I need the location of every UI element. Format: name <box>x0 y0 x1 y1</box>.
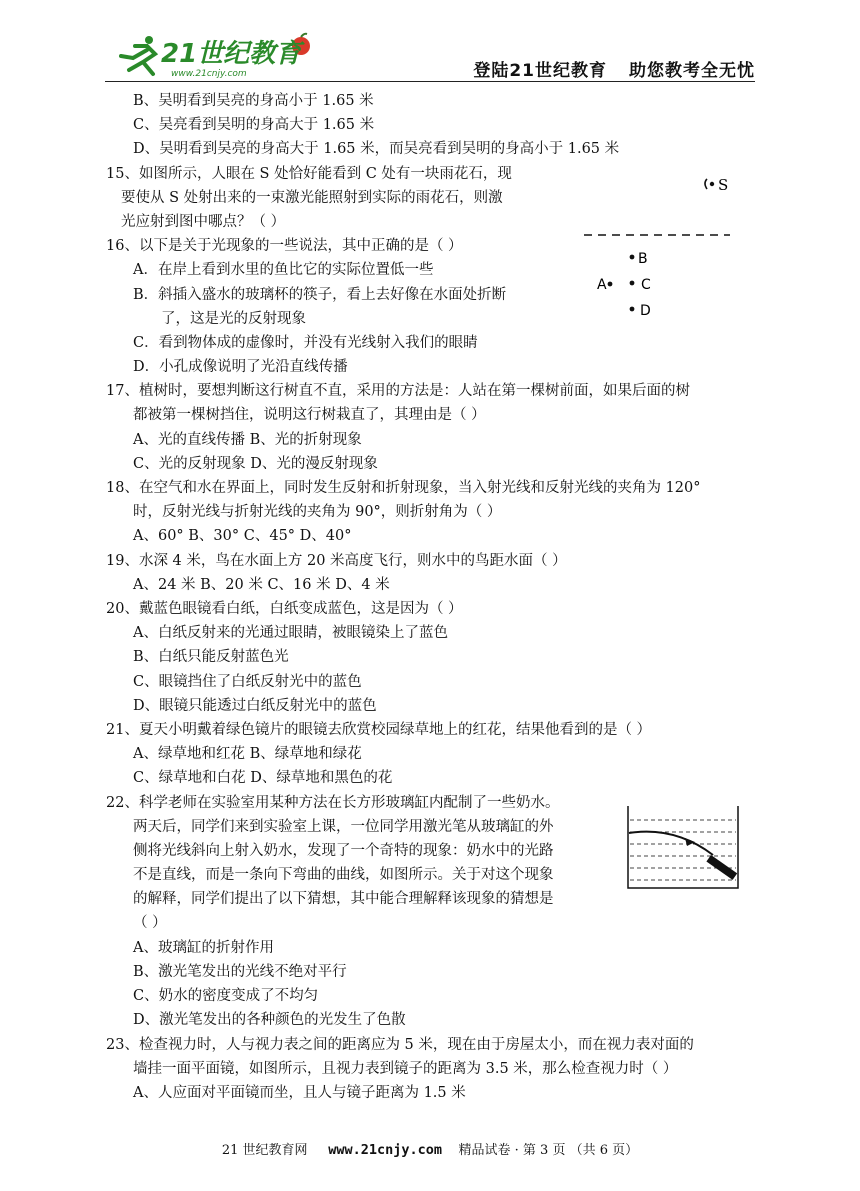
text-line: 18、在空气和水在界面上，同时发生反射和折射现象，当入射光线和反射光线的夹角为 120° <box>106 480 701 496</box>
logo-text: 21世纪教育 <box>161 39 302 69</box>
text-line: 21、夏天小明戴着绿色镜片的眼镜去欣赏校园绿草地上的红花，结果他看到的是（ ） <box>106 722 652 738</box>
text-line: C、眼镜挡住了白纸反射光中的蓝色 <box>133 674 362 690</box>
text-line: 的解释，同学们提出了以下猜想，其中能合理解释该现象的猜想是 <box>133 891 554 907</box>
figure-q15 <box>580 165 740 325</box>
text-line: A、光的直线传播 B、光的折射现象 <box>133 432 362 448</box>
point-c <box>630 281 635 286</box>
text-line: A、玻璃缸的折射作用 <box>133 940 274 956</box>
text-line: 要使从 S 处射出来的一束激光能照射到实际的雨花石，则激 <box>121 190 503 206</box>
text-line: B、白纸只能反射蓝色光 <box>133 649 289 665</box>
text-line: C、光的反射现象 D、光的漫反射现象 <box>133 456 378 472</box>
text-line: （ ） <box>133 915 167 931</box>
text-line: A、人应面对平面镜而坐，且人与镜子距离为 1.5 米 <box>133 1085 466 1101</box>
text-line: A、绿草地和红花 B、绿草地和绿花 <box>133 746 362 762</box>
text-line: D、吴明看到吴亮的身高大于 1.65 米，而吴亮看到吴明的身高小于 1.65 米 <box>133 141 620 157</box>
text-line: 17、植树时，要想判断这行树直不直，采用的方法是：人站在第一棵树前面，如果后面的树 <box>106 383 690 399</box>
text-line: 光应射到图中哪点？（ ） <box>121 214 286 230</box>
text-line: C、绿草地和白花 D、绿草地和黑色的花 <box>133 770 393 786</box>
slogan-left: 登陆21世纪教育 <box>473 61 607 81</box>
footer-page-info: 精品试卷 · 第 3 页 （共 6 页） <box>458 1143 639 1158</box>
text-line: 两天后，同学们来到实验室上课，一位同学用激光笔从玻璃缸的外 <box>133 819 554 835</box>
page-header <box>105 32 755 82</box>
text-line: 了，这是光的反射现象 <box>161 311 306 327</box>
footer-url: www.21cnjy.com <box>328 1142 442 1158</box>
text-line: A、60° B、30° C、45° D、40° <box>133 528 352 544</box>
text-line: 侧将光线斜向上射入奶水，发现了一个奇特的现象：奶水中的光路 <box>133 843 554 859</box>
text-line: B、激光笔发出的光线不绝对平行 <box>133 964 347 980</box>
laser-pen-icon <box>706 855 737 880</box>
header-slogan <box>451 56 755 81</box>
point-a <box>608 282 613 287</box>
text-line: 时，反射光线与折射光线的夹角为 90°，则折射角为（ ） <box>133 504 502 520</box>
text-line: B．斜插入盛水的玻璃杯的筷子，看上去好像在水面处折断 <box>133 287 507 303</box>
label-c: C <box>641 277 651 293</box>
text-line: B、吴明看到吴亮的身高小于 1.65 米 <box>133 93 374 109</box>
header-divider <box>105 81 755 82</box>
text-line: 15、如图所示，人眼在 S 处恰好能看到 C 处有一块雨花石，现 <box>106 166 512 182</box>
text-line: A、24 米 B、20 米 C、16 米 D、4 米 <box>133 577 390 593</box>
page-footer <box>0 1139 860 1158</box>
text-line: 22、科学老师在实验室用某种方法在长方形玻璃缸内配制了一些奶水。 <box>106 795 560 811</box>
figure-q22-tank <box>625 800 745 892</box>
footer-site: 21 世纪教育网 <box>221 1143 308 1158</box>
eye-icon <box>705 179 714 189</box>
text-line: A．在岸上看到水里的鱼比它的实际位置低一些 <box>133 262 434 278</box>
logo-url: www.21cnjy.com <box>171 69 247 79</box>
text-line: A、白纸反射来的光通过眼睛，被眼镜染上了蓝色 <box>133 625 448 641</box>
text-line: D．小孔成像说明了光沿直线传播 <box>133 359 348 375</box>
text-line: D、激光笔发出的各种颜色的光发生了色散 <box>133 1012 406 1028</box>
label-d: D <box>640 303 651 319</box>
label-a: A <box>597 277 607 293</box>
text-line: 墙挂一面平面镜，如图所示，且视力表到镜子的距离为 3.5 米，那么检查视力时（ ） <box>133 1061 678 1077</box>
text-line: 都被第一棵树挡住，说明这行树栽直了，其理由是（ ） <box>133 407 486 423</box>
text-line: C、吴亮看到吴明的身高大于 1.65 米 <box>133 117 375 133</box>
text-line: C．看到物体成的虚像时，并没有光线射入我们的眼睛 <box>133 335 478 351</box>
point-b <box>630 255 635 260</box>
logo-21cnjy <box>113 32 313 80</box>
light-path <box>629 832 713 855</box>
text-line: 23、检查视力时，人与视力表之间的距离应为 5 米，现在由于房屋太小，而在视力表对面的 <box>106 1037 694 1053</box>
point-d <box>630 307 635 312</box>
text-line: 16、以下是关于光现象的一些说法，其中正确的是（ ） <box>106 238 463 254</box>
slogan-right: 助您教考全无忧 <box>629 61 755 81</box>
text-line: 19、水深 4 米，鸟在水面上方 20 米高度飞行，则水中的鸟距水面（ ） <box>106 553 567 569</box>
label-b: B <box>638 251 648 267</box>
text-line: C、奶水的密度变成了不均匀 <box>133 988 319 1004</box>
label-s: S <box>718 176 729 194</box>
text-line: 20、戴蓝色眼镜看白纸，白纸变成蓝色，这是因为（ ） <box>106 601 463 617</box>
text-line: 不是直线，而是一条向下弯曲的曲线，如图所示。关于对这个现象 <box>133 867 554 883</box>
text-line: D、眼镜只能透过白纸反射光中的蓝色 <box>133 698 377 714</box>
